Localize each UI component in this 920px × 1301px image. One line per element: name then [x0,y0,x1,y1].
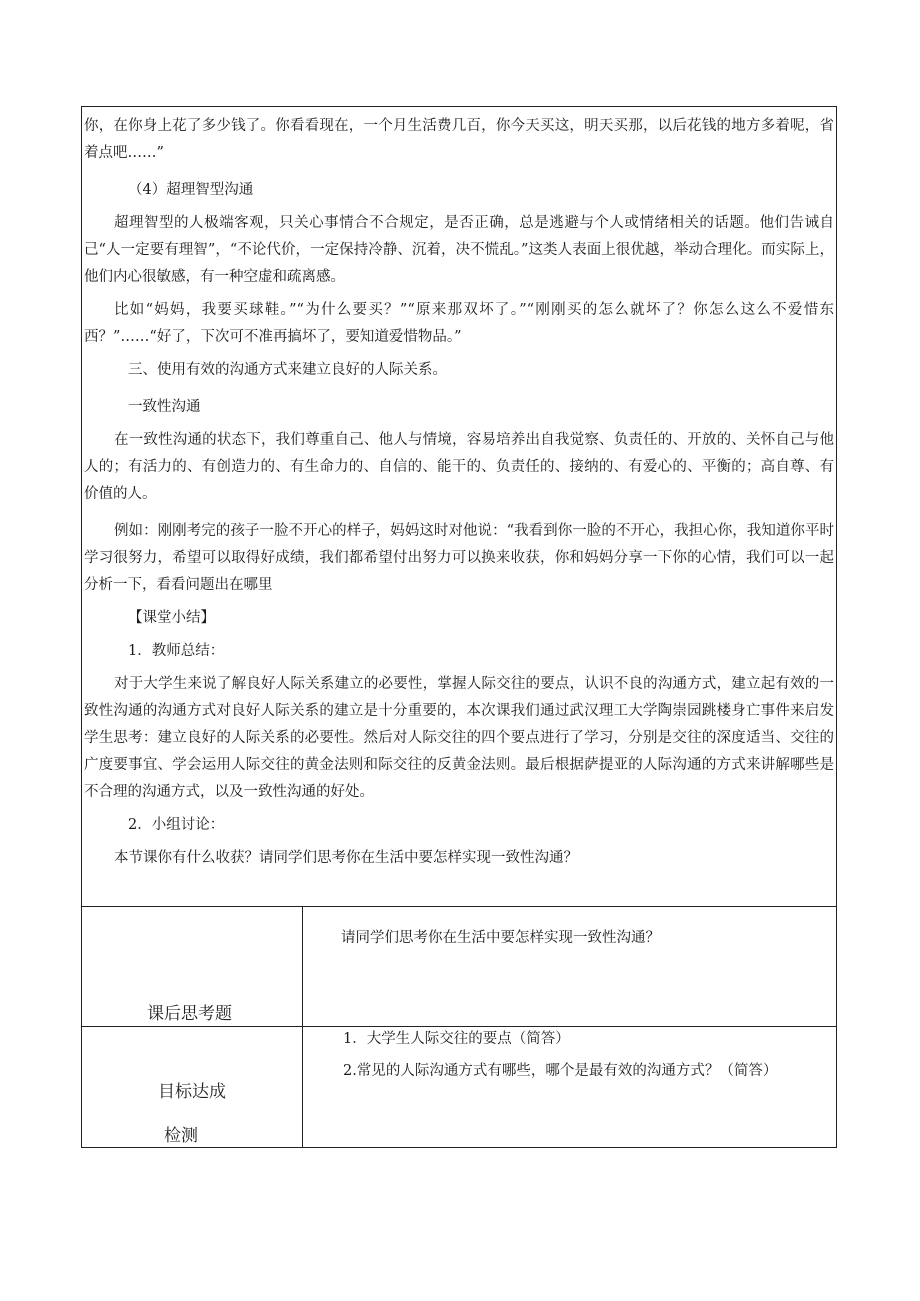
assessment-row [82,1027,836,1147]
assessment-label-line2: 检测 [164,1126,198,1146]
assessment-item-2: 2.常见的人际沟通方式有哪些，哪个是最有效的沟通方式？（简答） [343,1063,778,1079]
paragraph-summary: 对于大学生来说了解良好人际关系建立的必要性，掌握人际交往的要点，认识不良的沟通方式，建立起有效的一致性沟通的沟通方式对良好人际关系的建立是十分重要的，本次课我们通过武汉理工大学陶崇园跳楼身亡事件来启发学生思考：建立良好的人际关系的必要性。然后对人际交往的四个要点进行了学习，分别是交往的深度适当、交往的广度要事宜、学会运用人际交往的黄金法则和际交往的反黄金法则。最后根据萨提亚的人际沟通的方式来讲解哪些是不合理的沟通方式，以及一致性沟通的好处。 [84,676,834,800]
assessment-item-1: 1．大学生人际交往的要点（简答） [343,1031,570,1047]
paragraph-continuation: 你，在你身上花了多少钱了。你看看现在，一个月生活费几百，你今天买这，明天买那，以后花钱的地方多着呢，省着点吧……” [84,118,834,161]
list-item-teacher-summary: 1．教师总结： [128,643,225,659]
assessment-label-line1: 目标达成 [158,1082,226,1102]
section-heading-summary: 【课堂小结】 [128,610,215,626]
after-class-label: 课后思考题 [147,1004,232,1024]
lesson-content-cell [82,107,836,907]
lesson-table [81,106,837,1148]
paragraph-discussion: 本节课你有什么收获？请同学们思考你在生活中要怎样实现一致性沟通？ [114,850,578,866]
list-item-group-discussion: 2．小组讨论： [128,817,225,833]
assessment-content-cell [303,1027,836,1147]
after-class-label-cell [82,907,303,1026]
paragraph-example-shoes: 比如“妈妈，我要买球鞋。”“为什么要买？”“原来那双坏了。”“刚刚买的怎么就坏了？你怎么这么不爱惜东西？”……“好了，下次可不准再搞坏了，要知道爱惜物品。” [84,302,834,345]
section-heading-super-rational: （4）超理智型沟通 [128,182,254,198]
after-class-row [82,907,836,1027]
section-heading-effective-communication: 三、使用有效的沟通方式来建立良好的人际关系。 [128,362,447,378]
after-class-question: 请同学们思考你在生活中要怎样实现一致性沟通？ [341,930,660,946]
section-heading-congruent: 一致性沟通 [128,399,201,415]
after-class-content-cell [303,907,836,1026]
assessment-label-cell [82,1027,303,1147]
paragraph-super-rational: 超理智型的人极端客观，只关心事情合不合规定，是否正确，总是逃避与个人或情绪相关的话题。他们告诫自己“人一定要有理智”，“不论代价，一定保持冷静、沉着，决不慌乱。”这类人表面上很优越，举动合理化。而实际上，他们内心很敏感，有一种空虚和疏离感。 [84,215,834,285]
paragraph-congruent: 在一致性沟通的状态下，我们尊重自己、他人与情境，容易培养出自我觉察、负责任的、开放的、关怀自己与他人的；有活力的、有创造力的、有生命力的、自信的、能干的、负责任的、接纳的、有爱心的、平衡的；高自尊、有价值的人。 [84,432,834,502]
paragraph-example-exam: 例如：刚刚考完的孩子一脸不开心的样子，妈妈这时对他说：“我看到你一脸的不开心，我担心你，我知道你平时学习很努力，希望可以取得好成绩，我们都希望付出努力可以换来收获，你和妈妈分享一下你的心情，我们可以一起分析一下，看看问题出在哪里 [84,523,834,593]
